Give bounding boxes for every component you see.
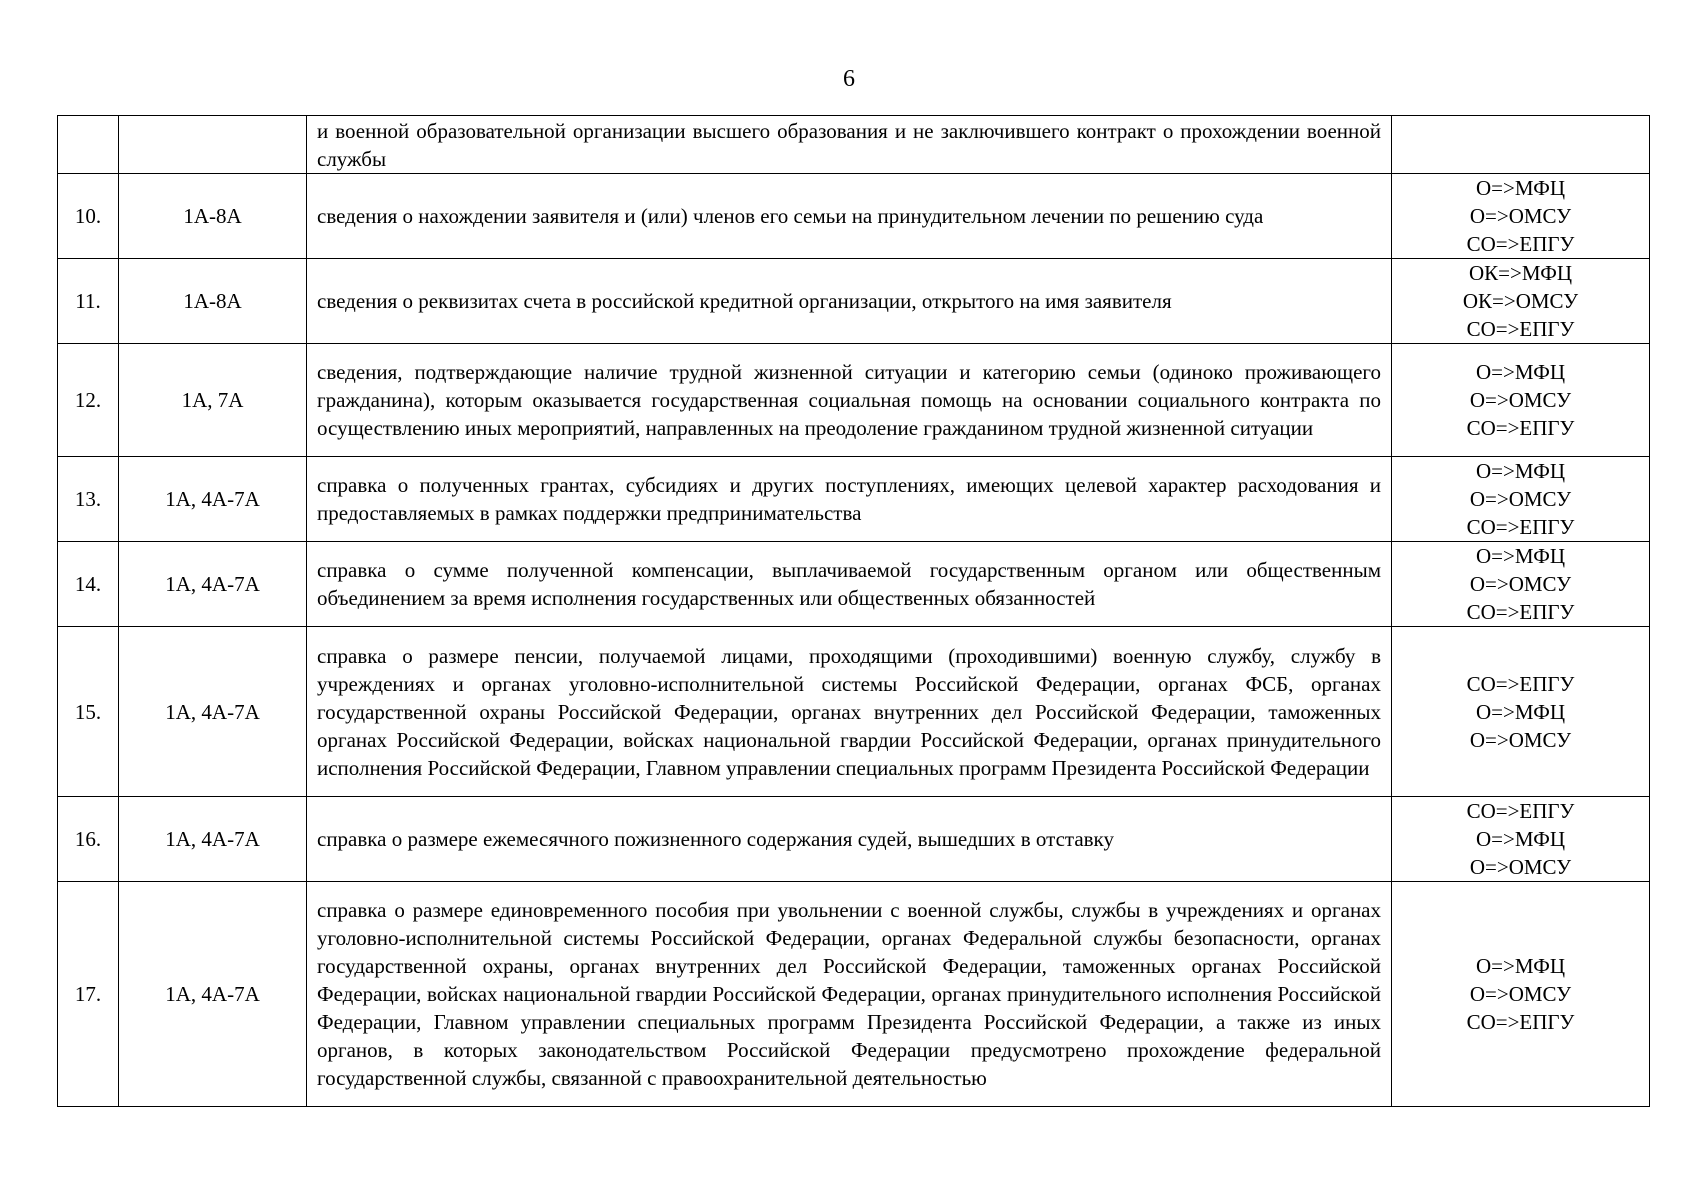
- route-line: О=>МФЦ: [1475, 459, 1565, 483]
- row-number: 12.: [58, 344, 119, 457]
- row-number: 11.: [58, 259, 119, 344]
- row-description: сведения, подтверждающие наличие трудной жизненной ситуации и категорию семьи (одиноко проживающего гражданина), которым оказывается государственная социальная помощь на основании социального контракта по осуществлению иных мероприятий, направленных на преодоление гражданином трудной жизненной ситуации: [307, 344, 1392, 457]
- table-row-continuation: [58, 116, 1650, 174]
- route-line: О=>ОМСУ: [1469, 855, 1572, 879]
- route-line: СО=>ЕПГУ: [1466, 416, 1575, 440]
- row-routes: [1392, 797, 1650, 882]
- route-line: СО=>ЕПГУ: [1466, 515, 1575, 539]
- row-number: [58, 116, 119, 174]
- row-description: сведения о реквизитах счета в российской кредитной организации, открытого на имя заявителя: [307, 259, 1392, 344]
- route-line: О=>ОМСУ: [1469, 204, 1572, 228]
- row-description: справка о размере единовременного пособия при увольнении с военной службы, службы в учреждениях и органах уголовно-исполнительной системы Российской Федерации, органах Федеральной службы безопасности, органах государственной охраны, органах внутренних дел Российской Федерации, таможенных органах Российской Федерации, войсках национальной гвардии Российской Федерации, органах принудительного исполнения Российской Федерации, Главном управлении специальных программ Президента Российской Федерации, а также из иных органов, в которых законодательством Российской Федерации предусмотрено прохождение федеральной государственной службы, связанной с правоохранительной деятельностью: [307, 882, 1392, 1107]
- route-line: О=>ОМСУ: [1469, 727, 1572, 752]
- route-line: О=>МФЦ: [1475, 176, 1565, 200]
- route-line: О=>МФЦ: [1475, 827, 1565, 851]
- route-line: О=>ОМСУ: [1469, 572, 1572, 596]
- row-description: справка о размере ежемесячного пожизненного содержания судей, вышедших в отставку: [307, 797, 1392, 882]
- page-number: 6: [843, 66, 855, 92]
- row-routes: [1392, 627, 1650, 797]
- row-description: справка о сумме полученной компенсации, выплачиваемой государственным органом или общественным объединением за время исполнения государственных или общественных обязанностей: [307, 542, 1392, 627]
- documents-table: [57, 115, 1650, 1107]
- route-line: СО=>ЕПГУ: [1466, 600, 1575, 624]
- row-code: [119, 116, 307, 174]
- table-row: [58, 174, 1650, 259]
- route-line: О=>МФЦ: [1475, 954, 1565, 978]
- row-routes: [1392, 116, 1650, 174]
- row-code: 1А-8А: [119, 259, 307, 344]
- row-number: 17.: [58, 882, 119, 1107]
- row-code: 1А, 4А-7А: [119, 627, 307, 797]
- route-line: О=>МФЦ: [1475, 544, 1565, 568]
- row-description: сведения о нахождении заявителя и (или) членов его семьи на принудительном лечении по решению суда: [307, 174, 1392, 259]
- route-line: СО=>ЕПГУ: [1466, 232, 1575, 256]
- route-line: О=>ОМСУ: [1469, 982, 1572, 1006]
- table-row: [58, 542, 1650, 627]
- route-line: О=>МФЦ: [1475, 360, 1565, 384]
- row-code: 1А, 4А-7А: [119, 542, 307, 627]
- route-line: СО=>ЕПГУ: [1466, 317, 1575, 341]
- table-row: [58, 344, 1650, 457]
- table-row: [58, 259, 1650, 344]
- row-number: 13.: [58, 457, 119, 542]
- route-line: СО=>ЕПГУ: [1466, 671, 1575, 696]
- row-number: 16.: [58, 797, 119, 882]
- row-routes: [1392, 882, 1650, 1107]
- row-code: 1А, 7А: [119, 344, 307, 457]
- row-description: справка о размере пенсии, получаемой лицами, проходящими (проходившими) военную службу, службу в учреждениях и органах уголовно-исполнительной системы Российской Федерации, органах ФСБ, органах государственной охраны Российской Федерации, органах внутренних дел Российской Федерации, таможенных органах Российской Федерации, войсках национальной гвардии Российской Федерации, органах принудительного исполнения Российской Федерации, Главном управлении специальных программ Президента Российской Федерации: [307, 627, 1392, 797]
- route-line: СО=>ЕПГУ: [1466, 1010, 1575, 1034]
- table-row: [58, 797, 1650, 882]
- route-line: ОК=>ОМСУ: [1462, 289, 1579, 313]
- row-routes: [1392, 174, 1650, 259]
- row-number: 15.: [58, 627, 119, 797]
- row-number: 10.: [58, 174, 119, 259]
- route-line: О=>МФЦ: [1475, 699, 1565, 724]
- route-line: О=>ОМСУ: [1469, 388, 1572, 412]
- row-routes: [1392, 344, 1650, 457]
- row-code: 1А, 4А-7А: [119, 457, 307, 542]
- row-routes: [1392, 259, 1650, 344]
- table-row: [58, 627, 1650, 797]
- table-row: [58, 882, 1650, 1107]
- row-code: 1А, 4А-7А: [119, 882, 307, 1107]
- row-routes: [1392, 457, 1650, 542]
- row-routes: [1392, 542, 1650, 627]
- row-description: справка о полученных грантах, субсидиях и других поступлениях, имеющих целевой характер расходования и предоставляемых в рамках поддержки предпринимательства: [307, 457, 1392, 542]
- row-code: 1А, 4А-7А: [119, 797, 307, 882]
- row-description: и военной образовательной организации высшего образования и не заключившего контракт о прохождении военной службы: [307, 116, 1392, 174]
- route-line: О=>ОМСУ: [1469, 487, 1572, 511]
- row-number: 14.: [58, 542, 119, 627]
- route-line: СО=>ЕПГУ: [1466, 799, 1575, 823]
- row-code: 1А-8А: [119, 174, 307, 259]
- route-line: ОК=>МФЦ: [1468, 261, 1572, 285]
- table-row: [58, 457, 1650, 542]
